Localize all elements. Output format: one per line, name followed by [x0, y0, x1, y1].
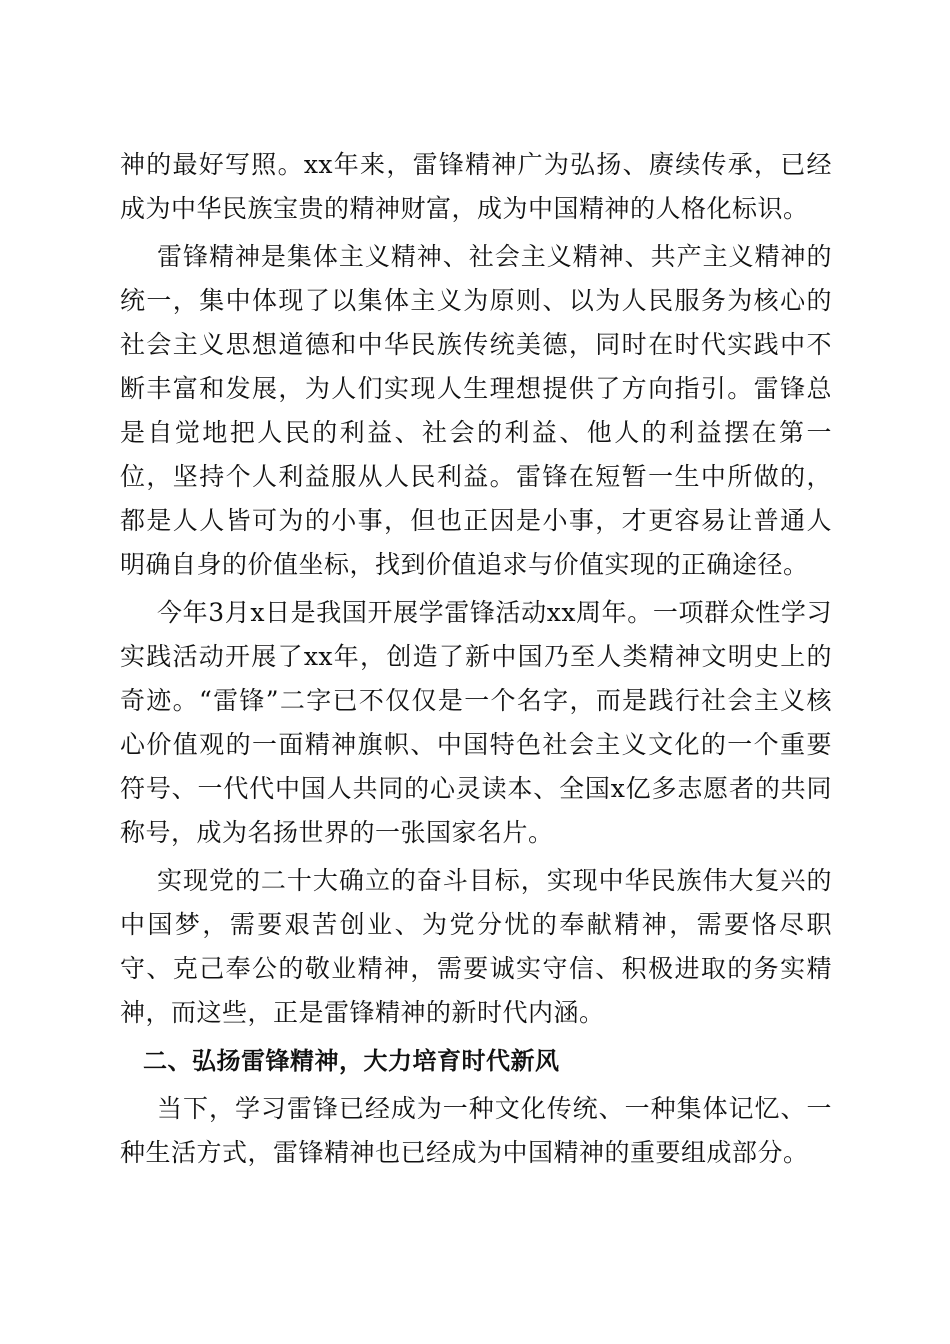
paragraph-spirit-definition: 雷锋精神是集体主义精神、社会主义精神、共产主义精神的统一，集中体现了以集体主义为原则、以为人民服务为核心的社会主义思想道德和中华民族传统美德，同时在时代实践中不断丰富和发展，为人们实现人生理想提供了方向指引。雷锋总是自觉地把人民的利益、社会的利益、他人的利益摆在第一位，坚持个人利益服从人民利益。雷锋在短暂一生中所做的，都是人人皆可为的小事，但也正因是小事，才更容易让普通人明确自身的价值坐标，找到价值追求与价值实现的正确途径。: [120, 242, 832, 579]
section-heading: 二、弘扬雷锋精神，大力培育时代新风: [143, 1047, 560, 1075]
paragraph-continuation: 神的最好写照。xx年来，雷锋精神广为弘扬、赓续传承，已经成为中华民族宝贵的精神财富，成为中国精神的人格化标识。: [120, 150, 832, 223]
paragraph-closing: 当下，学习雷锋已经成为一种文化传统、一种集体记忆、一种生活方式，雷锋精神也已经成为中国精神的重要组成部分。: [120, 1094, 832, 1167]
paragraph-new-era: 实现党的二十大确立的奋斗目标，实现中华民族伟大复兴的中国梦，需要艰苦创业、为党分忧的奉献精神，需要恪尽职守、克己奉公的敬业精神，需要诚实守信、积极进取的务实精神，而这些，正是雷锋精神的新时代内涵。: [120, 866, 832, 1027]
paragraph-anniversary: 今年3月x日是我国开展学雷锋活动xx周年。一项群众性学习实践活动开展了xx年，创造了新中国乃至人类精神文明史上的奇迹。“雷锋”二字已不仅仅是一个名字，而是践行社会主义核心价值观的一面精神旗帜、中国特色社会主义文化的一个重要符号、一代代中国人共同的心灵读本、全国x亿多志愿者的共同称号，成为名扬世界的一张国家名片。: [120, 598, 832, 847]
document-body: [120, 143, 832, 1179]
